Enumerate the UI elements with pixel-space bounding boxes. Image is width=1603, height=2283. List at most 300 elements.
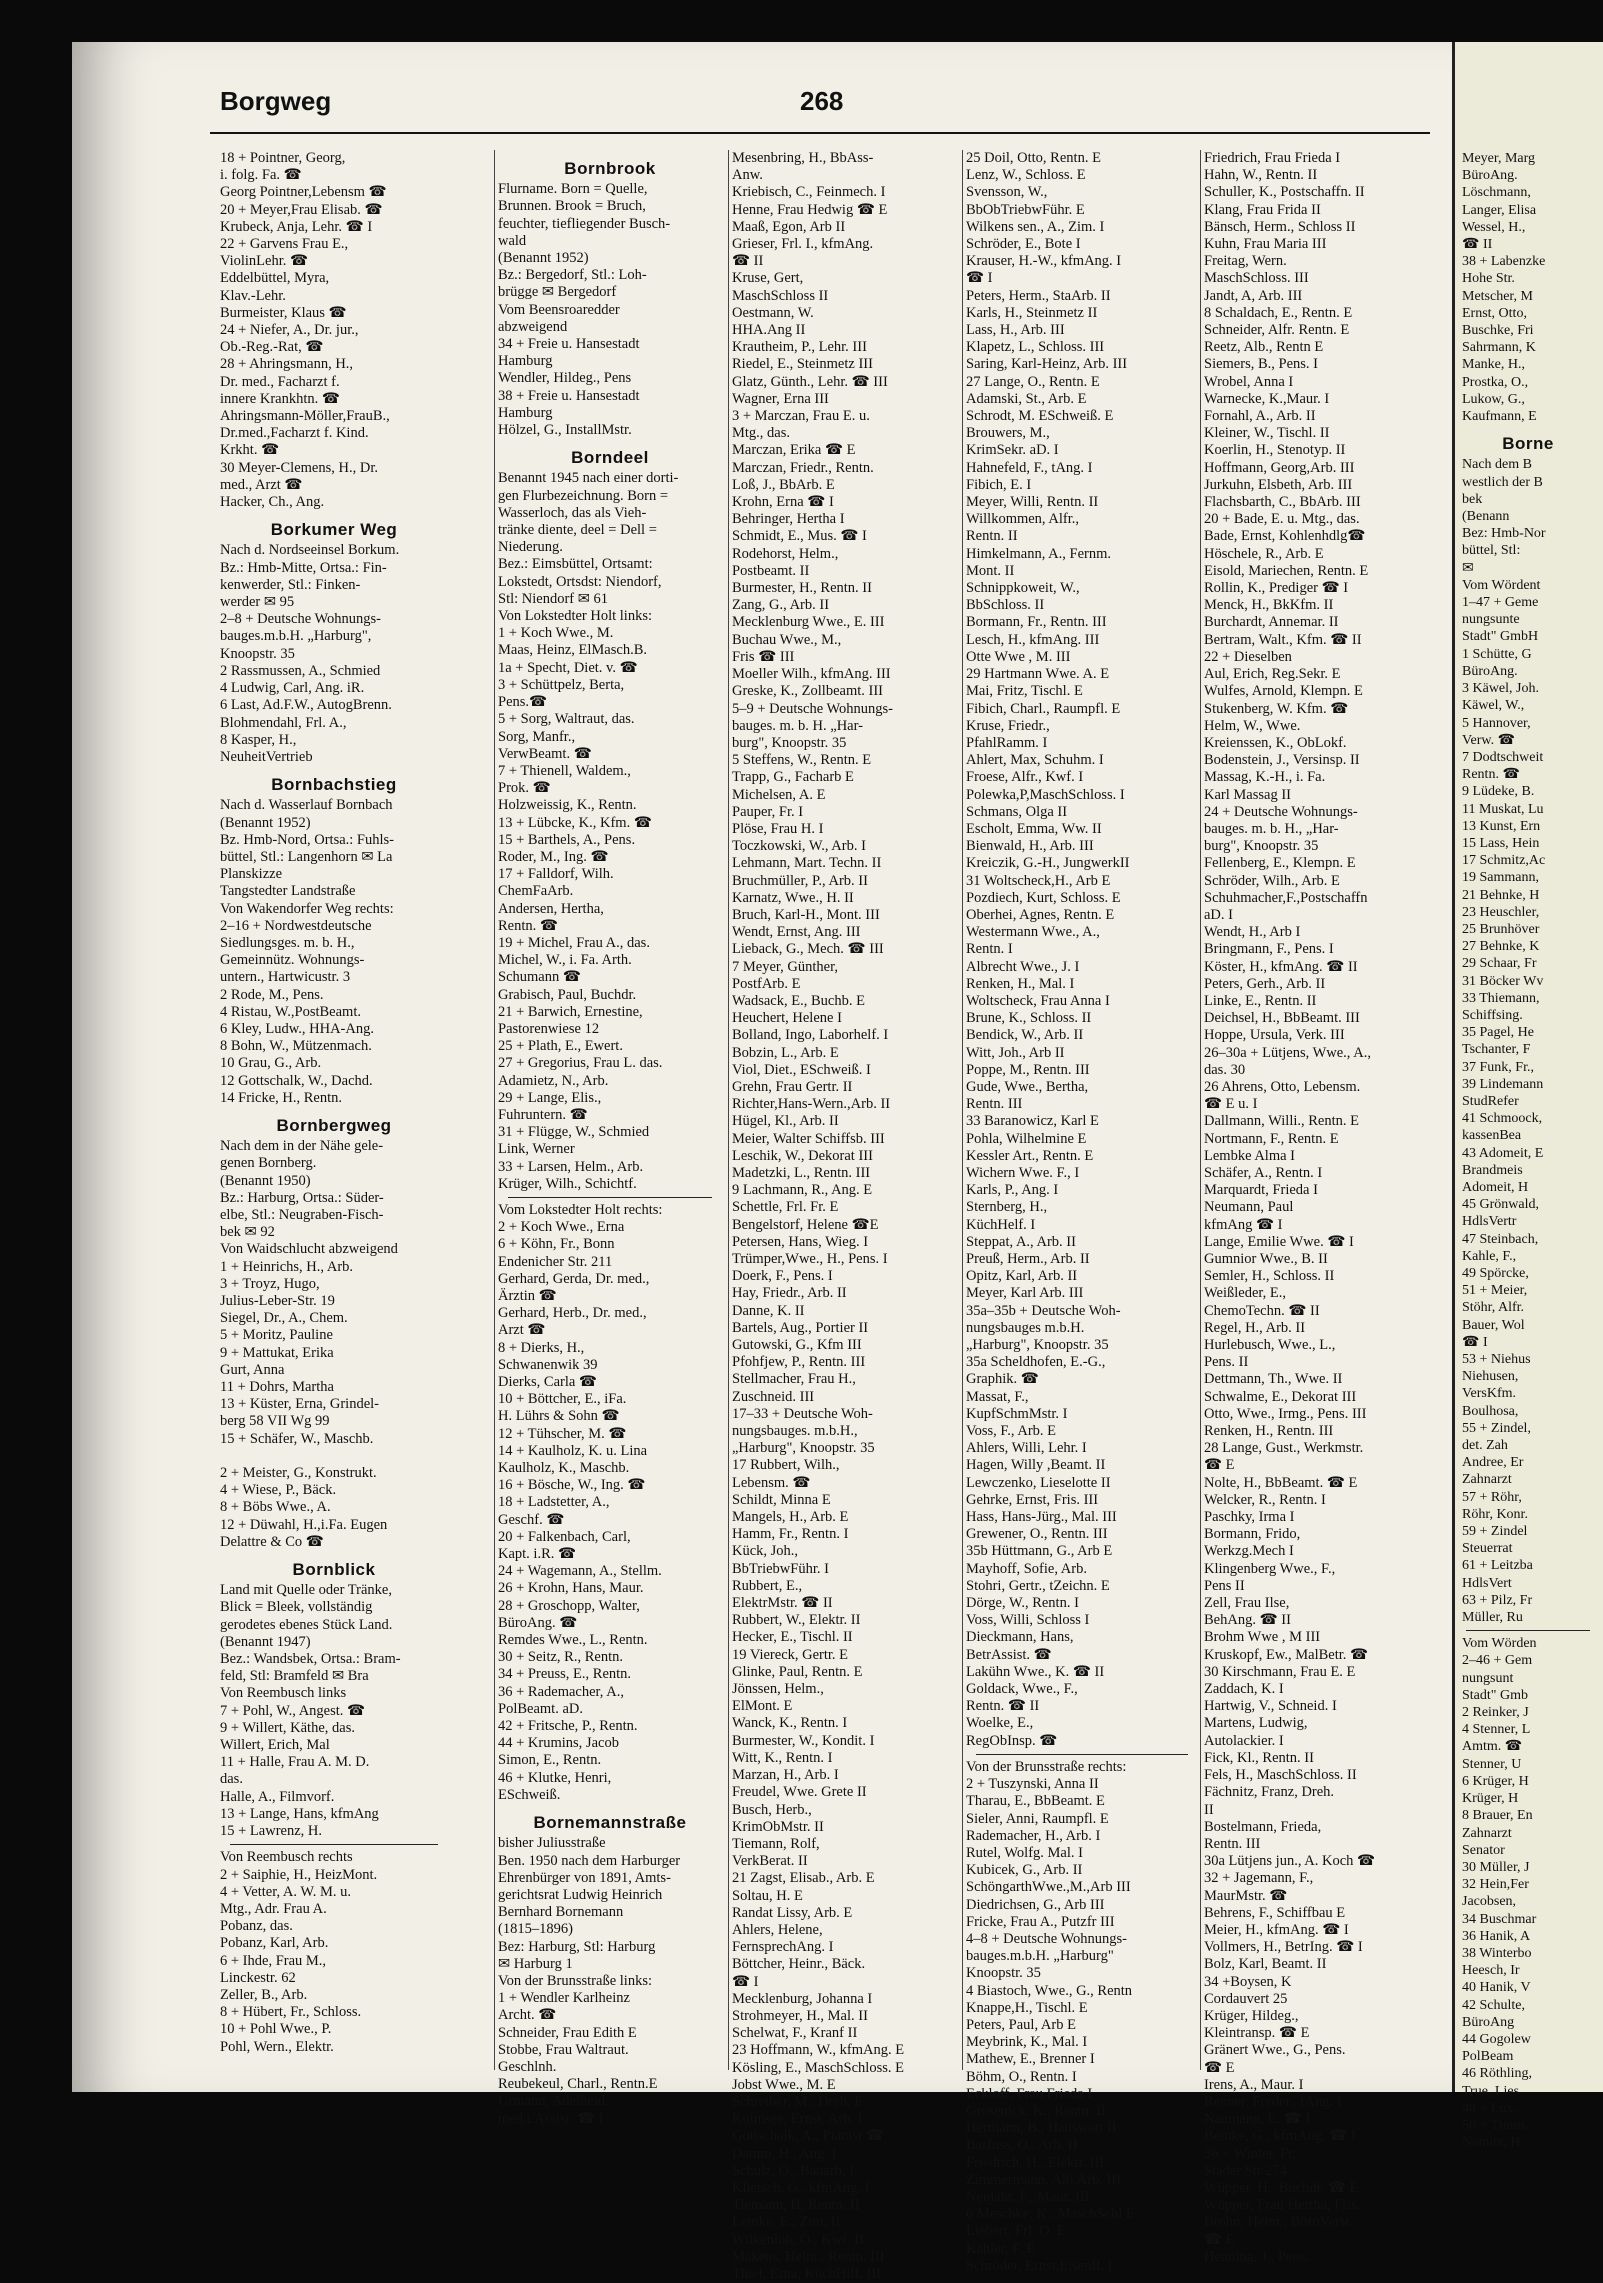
directory-entry-line: Remdes Wwe., L., Rentn. <box>498 1632 648 1649</box>
directory-entry-line: Bz.: Harburg, Ortsa.: Süder- <box>220 1189 384 1206</box>
directory-entry-line: 51 + Meier, <box>1462 1283 1528 1299</box>
directory-entry-line: Glatz, Günth., Lehr. ☎ III <box>732 373 888 390</box>
directory-entry-line: Kapt. i.R. ☎ <box>498 1546 577 1563</box>
directory-entry-line: Rutel, Wolfg. Mal. I <box>966 1844 1083 1861</box>
directory-entry-line: Kuhn, Frau Maria III <box>1204 236 1327 253</box>
directory-entry-line: Rentn. ☎ <box>498 917 558 934</box>
directory-entry-line: Rademacher, H., Arb. I <box>966 1827 1101 1844</box>
directory-entry-line: Behringer, Hertha I <box>732 511 845 528</box>
directory-entry-line: Kolmsee, Ernst, Arb. I <box>732 2111 863 2128</box>
column-divider <box>494 150 495 2070</box>
directory-entry-line: ChemoTechn. ☎ II <box>1204 1302 1320 1319</box>
directory-entry-line: 42 Schulte, <box>1462 1997 1525 2013</box>
directory-entry-line: Rollin, K., Prediger ☎ I <box>1204 580 1349 597</box>
directory-entry-line: Bartels, Aug., Portier II <box>732 1319 869 1336</box>
directory-entry-line: Sahrmann, K <box>1462 340 1536 356</box>
directory-entry-line: Stellmacher, Frau H., <box>732 1371 856 1388</box>
directory-entry-line: Eddelbüttel, Myra, <box>220 270 330 287</box>
directory-entry-line: Siedlungsges. m. b. H., <box>220 934 355 951</box>
directory-entry-line: Ernst, Otto, <box>1462 305 1527 321</box>
directory-entry-line: Meyer, Marg <box>1462 151 1536 166</box>
directory-entry-line: Damm, H., Ang. I <box>732 2145 837 2162</box>
directory-entry-line: ElektrMstr. ☎ II <box>732 1595 833 1612</box>
directory-entry-line: Amtm. ☎ <box>1462 1739 1523 1755</box>
street-heading: Bornbachstieg <box>271 775 397 795</box>
directory-entry-line: 55 + Zindel, <box>1462 1420 1531 1436</box>
directory-entry-line: 8 + Dierks, H., <box>498 1339 585 1356</box>
directory-entry-line: Karls, H., Steinmetz II <box>966 304 1098 321</box>
directory-entry-line: 53 + Niehus <box>1462 1352 1531 1368</box>
directory-entry-line: Saring, Karl-Heinz, Arb. III <box>966 356 1128 373</box>
directory-entry-line: Leschik, W., Dekorat III <box>732 1147 873 1164</box>
directory-entry-line: Planskizze <box>220 866 283 883</box>
directory-entry-line: Hagen, Willy ,Beamt. II <box>966 1457 1106 1474</box>
directory-entry-line: 19 + Michel, Frau A., das. <box>498 934 650 951</box>
directory-entry-line: 25 Doil, Otto, Rentn. E <box>966 150 1101 166</box>
directory-entry-line: Freudel, Wwe. Grete II <box>732 1784 867 1801</box>
directory-entry-line: 6 + Köhn, Fr., Bonn <box>498 1236 615 1253</box>
directory-entry-line: Georg Pointner,Lebensm ☎ <box>220 184 387 201</box>
directory-entry-line: 11 Muskat, Lu <box>1462 801 1544 817</box>
directory-entry-line: Klietsch, G., kfmAng. I <box>732 2179 870 2196</box>
directory-entry-line: Holzweissig, K., Rentn. <box>498 797 637 814</box>
directory-entry-line: Richter,Hans-Wern.,Arb. II <box>732 1096 891 1113</box>
directory-entry-line: bauges.m.b.H. „Harburg" <box>966 1948 1114 1965</box>
directory-entry-line: Himkelmann, A., Fernm. <box>966 545 1111 562</box>
section-rule <box>1466 1630 1590 1631</box>
directory-entry-line: Aul, Erich, Reg.Sekr. E <box>1204 666 1341 683</box>
directory-entry-line: Nach d. Nordseeinsel Borkum. <box>220 542 400 559</box>
directory-entry-line: Kleiner, W., Tischl. II <box>1204 425 1330 442</box>
directory-entry-line: 30 + Seitz, R., Rentn. <box>498 1649 623 1666</box>
directory-entry-line: Schettle, Frl. Fr. E <box>732 1199 839 1216</box>
directory-entry-line: Wendt, Ernst, Ang. III <box>732 924 861 941</box>
directory-entry-line: Maas, Heinz, ElMasch.B. <box>498 642 647 659</box>
directory-entry-line: Hahn, W., Rentn. II <box>1204 167 1318 184</box>
directory-entry-line: Tschanter, F <box>1462 1042 1531 1058</box>
directory-entry-line: Neujahr, F., Maur. III <box>966 2188 1090 2205</box>
directory-entry-line: Bendick, W., Arb. II <box>966 1027 1084 1044</box>
directory-entry-line: 34 Buschmar <box>1462 1911 1537 1927</box>
directory-entry-line: Poppe, M., Rentn. III <box>966 1061 1090 1078</box>
directory-entry-line: 34 + Freie u. Hansestadt <box>498 336 640 353</box>
directory-entry-line: Moeller Wilh., kfmAng. III <box>732 666 891 683</box>
directory-entry-line: Heuchert, Helene I <box>732 1010 842 1027</box>
directory-entry-line: Dörge, W., Rentn. I <box>966 1595 1079 1612</box>
directory-entry-line: Archt. ☎ <box>498 2007 557 2024</box>
directory-entry-line: Pobanz, Karl, Arb. <box>220 1935 329 1952</box>
directory-entry-line: Neumann, Paul <box>1204 1199 1294 1216</box>
directory-entry-line: Klav.-Lehr. <box>220 287 286 304</box>
directory-entry-line: Wilkens sen., A., Zim. I <box>966 218 1105 235</box>
directory-entry-line: BüroAng <box>1462 2014 1515 2030</box>
directory-entry-line: 21 + Barwich, Ernestine, <box>498 1003 643 1020</box>
directory-entry-line: bisher Juliusstraße <box>498 1835 606 1852</box>
directory-entry-line: Ärztin ☎ <box>498 1288 557 1304</box>
directory-entry-line: Lehmann, Mart. Techn. II <box>732 855 882 872</box>
directory-entry-line: Knappe,H., Tischl. E <box>966 1999 1088 2016</box>
directory-entry-line: Schmans, Olga II <box>966 803 1068 820</box>
directory-entry-line: Pens. II <box>1204 1354 1249 1371</box>
directory-entry-line: 44 + Krumins, Jacob <box>498 1735 619 1752</box>
directory-entry-line: Stader Str 274 <box>1204 2162 1287 2179</box>
directory-entry-line: 21 Zagst, Elisab., Arb. E <box>732 1870 875 1887</box>
directory-entry-line: 23 Heuschler, <box>1462 904 1540 920</box>
directory-entry-line: 3 + Schüttpelz, Berta, <box>498 676 625 693</box>
directory-entry-line: NeuheitVertrieb <box>220 748 313 765</box>
directory-entry-line: ☎ E <box>1204 2059 1235 2076</box>
directory-entry-line: Bez: Harburg, Stl: Harburg <box>498 1938 656 1955</box>
directory-entry-line: PostfArb. E <box>732 975 801 992</box>
directory-entry-line: Schulz, O., Bauarb. I <box>732 2162 855 2179</box>
directory-entry-line: 48 + Lux, <box>1462 2100 1517 2116</box>
directory-entry-line: Boulhosa, <box>1462 1403 1519 1419</box>
directory-entry-line: feuchter, tiefliegender Busch- <box>498 215 671 232</box>
directory-entry-line: 7 + Pohl, W., Angest. ☎ <box>220 1702 366 1719</box>
directory-entry-line: Fricke, Frau A., Putzfr III <box>966 1913 1115 1930</box>
directory-entry-line: Riedel, E., Steinmetz III <box>732 356 873 373</box>
directory-entry-line: Flachsbarth, C., BbArb. III <box>1204 494 1361 511</box>
directory-entry-line: 40 Hanik, V <box>1462 1980 1531 1996</box>
directory-entry-line: Krüger, Wilh., Schichtf. <box>498 1175 637 1192</box>
directory-entry-line: Kleintransp. ☎ E <box>1204 2025 1310 2042</box>
directory-entry-line: 59 + Zindel <box>1462 1524 1528 1540</box>
directory-entry-line: Gude, Wwe., Bertha, <box>966 1078 1089 1095</box>
directory-entry-line: Deichsel, H., BbBeamt. III <box>1204 1010 1360 1027</box>
directory-entry-line: Cordauvert 25 <box>1204 1990 1288 2007</box>
directory-entry-line: Brohn, Heinr., BüroVerst. <box>1204 2214 1354 2231</box>
directory-entry-line: Henne, Frau Hedwig ☎ E <box>732 201 888 218</box>
directory-entry-line: Heesch, Ir <box>1462 1963 1520 1979</box>
directory-entry-line: Semler, H., Schloss. II <box>1204 1268 1335 1285</box>
directory-entry-line: 4 Biastoch, Wwe., G., Rentn <box>966 1982 1133 1999</box>
directory-entry-line: 2 + Meister, G., Konstrukt. <box>220 1465 377 1482</box>
directory-entry-line: Liebert, Frl. O. E <box>966 2223 1066 2240</box>
directory-entry-line: Ahlers, Helene, <box>732 1921 823 1938</box>
directory-entry-line: Warnecke, K.,Maur. I <box>1204 390 1330 407</box>
directory-entry-line: „Harburg", Knoopstr. 35 <box>966 1337 1109 1354</box>
directory-entry-line: Kahle, F., <box>1462 1248 1517 1264</box>
directory-entry-line: Bobzin, L., Arb. E <box>732 1044 839 1061</box>
directory-entry-line: 25 Brunhöver <box>1462 921 1540 937</box>
directory-entry-line: 36 Hanik, A <box>1462 1928 1531 1944</box>
directory-entry-line: 35b Hüttmann, G., Arb E <box>966 1543 1113 1560</box>
directory-entry-line: Böhm, O., Rentn. I <box>966 2068 1077 2085</box>
directory-entry-line: 2 + Saiphie, H., HeizMont. <box>220 1866 378 1883</box>
directory-entry-line: Renken, H., Rentn. III <box>1204 1423 1334 1440</box>
directory-entry-line: 13 + Lange, Hans, kfmAng <box>220 1805 379 1822</box>
directory-entry-line: 46 + Klutke, Henri, <box>498 1769 612 1786</box>
directory-entry-line: Tiemann, H, Rentn. II <box>732 2197 860 2214</box>
directory-entry-line: Burmester, W., Kondit. I <box>732 1732 875 1749</box>
directory-entry-line: 36 + Rademacher, A., <box>498 1683 624 1700</box>
street-heading: Borndeel <box>571 448 649 468</box>
directory-entry-line: Svensson, W., <box>966 184 1048 201</box>
directory-entry-line: 10 + Pohl Wwe., P. <box>220 2021 332 2038</box>
directory-entry-line: PolBeam <box>1462 2049 1514 2065</box>
directory-entry-line: ✉ <box>1462 560 1474 576</box>
directory-entry-line: Hahnefeld, F., tAng. I <box>966 459 1093 476</box>
directory-entry-line: Kruse, Gert, <box>732 270 804 287</box>
directory-entry-line: Petersen, Hans, Wieg. I <box>732 1233 869 1250</box>
directory-entry-line: Marquardt, Frieda I <box>1204 1182 1318 1199</box>
directory-entry-line: MaurMstr. ☎ <box>1204 1887 1288 1904</box>
directory-entry-line: Nemitz, H <box>1462 2135 1521 2151</box>
directory-entry-line: Schröder, Ernst,Eisenfl. I <box>966 2257 1113 2274</box>
directory-entry-line: gerodetes ebenes Stück Land. <box>220 1616 393 1633</box>
directory-entry-line: 6 Kley, Ludw., HHA-Ang. <box>220 1020 374 1037</box>
directory-entry-line: Metscher, M <box>1462 288 1533 304</box>
section-rule <box>508 1197 712 1198</box>
directory-entry-line: Krüger, Hildeg., <box>1204 2007 1299 2024</box>
directory-entry-line: 12 + Düwahl, H.,i.Fa. Eugen <box>220 1516 388 1533</box>
directory-column-5 <box>1204 150 1444 2265</box>
directory-entry-line: Hartwig, V., Schneid. I <box>1204 1698 1337 1715</box>
directory-entry-line: Schuhmacher,F.,Postschaffn <box>1204 889 1368 906</box>
directory-entry-line: (1815–1896) <box>498 1921 573 1938</box>
directory-column-4 <box>966 150 1198 2274</box>
directory-entry-line: med., Arzt ☎ <box>220 476 303 493</box>
directory-entry-line: Knoopstr. 35 <box>220 645 295 662</box>
directory-entry-line: Brouwers, M., <box>966 425 1050 442</box>
directory-entry-line: 4–8 + Deutsche Wohnungs- <box>966 1930 1127 1947</box>
directory-entry-line: Zeller, B., Arb. <box>220 1986 308 2003</box>
directory-entry-line: innere Krankhtn. ☎ <box>220 390 340 407</box>
directory-entry-line: Dieckmann, Hans, <box>966 1629 1074 1646</box>
directory-entry-line: Madetzki, L., Rentn. III <box>732 1164 871 1181</box>
page-number: 268 <box>800 86 844 116</box>
directory-entry-line: Mangels, H., Arb. E <box>732 1509 849 1526</box>
directory-entry-line: Dallmann, Willi., Rentn. E <box>1204 1113 1360 1130</box>
directory-entry-line: PfahlRamm. I <box>966 734 1048 751</box>
directory-entry-line: 26 + Krohn, Hans, Maur. <box>498 1580 644 1597</box>
directory-entry-line: Witt, K., Rentn. I <box>732 1749 833 1766</box>
directory-entry-line: 19 Sammann, <box>1462 870 1539 886</box>
directory-entry-line: 3 Käwel, Joh. <box>1462 681 1539 697</box>
directory-entry-line: Wagner, Erna III <box>732 390 829 407</box>
directory-entry-line: Adamski, St., Arb. E <box>966 390 1087 407</box>
directory-entry-line: Dierks, Carla ☎ <box>498 1374 597 1391</box>
directory-entry-line: 38 Winterbo <box>1462 1945 1532 1961</box>
directory-entry-line: 8 + Hübert, Fr., Schloss. <box>220 2004 362 2021</box>
directory-entry-line: Bertram, Walt., Kfm. ☎ II <box>1204 631 1362 648</box>
directory-entry-line: Sternberg, H., <box>966 1199 1048 1216</box>
directory-entry-line: Polewka,P,MaschSchloss. I <box>966 786 1125 803</box>
directory-entry-line: ☎ II <box>732 253 764 270</box>
directory-entry-line: 8 Kasper, H., <box>220 731 297 748</box>
directory-entry-line: Friedrich, H., Elektr. III <box>966 2154 1105 2171</box>
directory-entry-line: Land mit Quelle oder Tränke, <box>220 1582 392 1599</box>
directory-entry-line: Rentn. ☎ <box>1462 767 1520 783</box>
directory-entry-line: 33 Thiemann, <box>1462 990 1540 1006</box>
directory-entry-line: det. Zah <box>1462 1438 1508 1454</box>
directory-entry-line: Kriebisch, C., Feinmech. I <box>732 184 886 201</box>
directory-entry-line: Burmeister, Klaus ☎ <box>220 304 347 321</box>
directory-entry-line: 29 + Lange, Elis., <box>498 1089 602 1106</box>
directory-entry-line: Langer, Elisa <box>1462 202 1537 218</box>
directory-entry-line: Karl Massag II <box>1204 786 1291 803</box>
directory-entry-line: 12 + Tühscher, M. ☎ <box>498 1425 627 1442</box>
directory-entry-line: Postbeamt. II <box>732 562 810 579</box>
directory-entry-line: Kreienssen, K., ObLokf. <box>1204 734 1347 751</box>
directory-entry-line: Von der Brunsstraße rechts: <box>966 1758 1127 1775</box>
directory-entry-line: 20 + Bade, E. u. Mtg., das. <box>1204 511 1360 528</box>
directory-entry-line: Stadt" Gmb <box>1462 1687 1528 1703</box>
directory-entry-line: Naumann, E. ☎ I <box>1204 2111 1311 2128</box>
directory-entry-line: Delattre & Co ☎ <box>220 1533 324 1550</box>
directory-entry-line: Lembke Alma I <box>1204 1147 1296 1164</box>
directory-entry-line: Von Reembusch rechts <box>220 1849 353 1866</box>
directory-entry-line: werder ✉ 95 <box>220 594 295 611</box>
directory-entry-line: büttel, Stl.: Langenhorn ✉ La <box>220 848 393 865</box>
directory-entry-line: 34 + Preuss, E., Rentn. <box>498 1666 632 1683</box>
directory-entry-line: Willkommen, Alfr., <box>966 511 1079 528</box>
directory-entry-line: 9 Lachmann, R., Ang. E <box>732 1182 873 1199</box>
directory-entry-line: 36 + Winter, Fr. <box>1204 2145 1296 2162</box>
directory-entry-line: (Benannt 1952) <box>498 250 589 267</box>
directory-entry-line: Lange, Emilie Wwe. ☎ I <box>1204 1233 1354 1250</box>
directory-entry-line: 2 Rode, M., Pens. <box>220 986 324 1003</box>
directory-entry-line: 29 Schaar, Fr <box>1462 956 1537 972</box>
directory-entry-line: Fels, H., MaschSchloss. II <box>1204 1767 1357 1784</box>
directory-entry-line: Jobst Wwe., M. E <box>732 2076 836 2093</box>
directory-entry-line: Bade, Ernst, Kohlenhdlg☎ <box>1204 528 1366 545</box>
directory-entry-line: Reetz, Alb., Rentn E <box>1204 339 1324 356</box>
directory-entry-line: Burchardt, Annemar. II <box>1204 614 1339 631</box>
directory-entry-line: 57 + Röhr, <box>1462 1489 1522 1505</box>
directory-entry-line: Bostelmann, Frieda, <box>1204 1818 1322 1835</box>
facing-page-column <box>1456 150 1600 2151</box>
directory-entry-line: (Benannt 1947) <box>220 1633 311 1650</box>
directory-entry-line: Halle, A., Filmvorf. <box>220 1788 335 1805</box>
directory-entry-line: Hacker, Ch., Ang. <box>220 494 325 511</box>
directory-entry-line: Mtg., Adr. Frau A. <box>220 1900 327 1917</box>
directory-entry-line: nungsbauges m.b.H. <box>966 1319 1085 1336</box>
directory-entry-line: 2 Rassmussen, A., Schmied <box>220 662 381 679</box>
directory-entry-line: Vom Lokstedter Holt rechts: <box>498 1201 663 1218</box>
directory-entry-line: Mont. II <box>966 562 1015 579</box>
running-head-street: Borgweg <box>220 86 332 116</box>
directory-entry-line: Krüger, H <box>1462 1791 1519 1807</box>
directory-entry-line: II <box>1204 1801 1214 1818</box>
column-divider <box>962 150 963 2070</box>
directory-entry-line: BüroAng. ☎ <box>498 1614 578 1631</box>
directory-entry-line: 18 + Pointner, Georg, <box>220 150 346 166</box>
directory-entry-line: Siegel, Dr., A., Chem. <box>220 1310 348 1327</box>
directory-entry-line: 4 Ludwig, Carl, Ang. iR. <box>220 680 365 697</box>
directory-entry-line: 32 + Jagemann, F., <box>1204 1870 1314 1887</box>
directory-entry-line: Julius-Leber-Str. 19 <box>220 1293 335 1309</box>
directory-entry-line: Gumnior Wwe., B. II <box>1204 1251 1328 1267</box>
directory-entry-line: Hölzel, G., InstallMstr. <box>498 422 632 439</box>
directory-entry-line: 6 Krüger, H <box>1462 1773 1529 1789</box>
directory-entry-line: untern., Hartwicustr. 3 <box>220 969 351 986</box>
directory-entry-line: Loß, J., BbArb. E <box>732 476 835 493</box>
directory-entry-line: Opitz, Karl, Arb. II <box>966 1268 1078 1285</box>
directory-entry-line: Ob.-Reg.-Rat, ☎ <box>220 339 324 356</box>
directory-entry-line: Lebensm. ☎ <box>732 1474 811 1491</box>
directory-entry-line: 24 + Wagemann, A., Stellm. <box>498 1563 662 1580</box>
header-rule <box>210 132 1430 134</box>
directory-entry-line: Kähler, F. E <box>966 2240 1036 2257</box>
directory-entry-line: 45 Grönwald, <box>1462 1197 1539 1213</box>
street-heading: Borne <box>1502 434 1554 454</box>
directory-entry-line: das. 30 <box>1204 1061 1246 1078</box>
directory-entry-line: 31 + Flügge, W., Schmied <box>498 1124 650 1141</box>
directory-column-3 <box>732 150 960 2282</box>
directory-entry-line: „Harburg", Knoopstr. 35 <box>732 1440 875 1457</box>
directory-entry-line: Roder, M., Ing. ☎ <box>498 848 609 865</box>
directory-entry-line: Escholt, Emma, Ww. II <box>966 820 1102 837</box>
directory-entry-line: Brohm Wwe , M III <box>1204 1629 1321 1646</box>
directory-entry-line: Mecklenburg Wwe., E. III <box>732 614 885 631</box>
street-heading: Bornblick <box>292 1560 376 1580</box>
directory-entry-line: 28 Lange, Gust., Werkmstr. <box>1204 1440 1364 1457</box>
directory-entry-line: Von Lokstedter Holt links: <box>498 608 652 625</box>
directory-entry-line: Nach d. Wasserlauf Bornbach <box>220 797 393 814</box>
directory-entry-line: Jandt, A, Arb. III <box>1204 287 1303 304</box>
directory-entry-line: Meybrink, K., Mal. I <box>966 2034 1088 2051</box>
directory-entry-line: Wendt, H., Arb I <box>1204 924 1301 941</box>
directory-entry-line: Stöhr, Alfr. <box>1462 1300 1525 1316</box>
directory-entry-line: burg", Knoopstr. 35 <box>732 734 847 751</box>
directory-entry-line: Fellenberg, E., Klempn. E <box>1204 855 1356 872</box>
directory-entry-line: Böttcher, Heinr., Bäck. <box>732 1956 866 1973</box>
directory-entry-line: Gränert Wwe., G., Pens. <box>1204 2042 1346 2059</box>
directory-entry-line: gen Flurbezeichnung. Born = <box>498 487 669 504</box>
directory-entry-line: 16 + Bösche, W., Ing. ☎ <box>498 1477 646 1494</box>
directory-entry-line: Pohl, Wern., Elektr. <box>220 2038 334 2055</box>
directory-entry-line: Kubicek, G., Arb. II <box>966 1862 1083 1879</box>
directory-entry-line: Meier, Walter Schiffsb. III <box>732 1130 885 1147</box>
directory-entry-line: Barfuss, O., Arb. II <box>966 2137 1078 2154</box>
directory-entry-line: Stl: Niendorf ✉ 61 <box>498 590 609 607</box>
directory-entry-line: Massat, F., <box>966 1388 1029 1405</box>
directory-entry-line: 35 Pagel, He <box>1462 1025 1534 1041</box>
directory-entry-line: Schildt, Minna E <box>732 1491 831 1508</box>
directory-entry-line: Kösling, E., MaschSchloss. E <box>732 2059 904 2076</box>
directory-entry-line: Bolz, Karl, Beamt. II <box>1204 1956 1327 1973</box>
directory-entry-line: Stobbe, Frau Waltraut. <box>498 2041 629 2058</box>
directory-entry-line: das. <box>220 1771 243 1788</box>
directory-entry-line: Maaß, Egon, Arb II <box>732 218 846 235</box>
directory-entry-line: ✉ Harburg 1 <box>498 1955 573 1972</box>
directory-entry-line: Wichern Wwe. F., I <box>966 1164 1080 1181</box>
directory-entry-line: Kaulholz, K., Maschb. <box>498 1460 630 1477</box>
directory-entry-line: 4 + Wiese, P., Bäck. <box>220 1482 337 1499</box>
directory-entry-line: nungsunte <box>1462 612 1520 628</box>
directory-entry-line: Benannt 1945 nach einer dorti- <box>498 470 679 487</box>
directory-entry-line: Fick, Kl., Rentn. II <box>1204 1749 1314 1766</box>
directory-entry-line: 4 Ristau, W.,PostBeamt. <box>220 1003 361 1020</box>
directory-entry-line: Kreiczik, G.-H., JungwerkII <box>966 855 1130 872</box>
directory-entry-line: Kück, Joh., <box>732 1543 799 1560</box>
directory-entry-line: Jönssen, Helm., <box>732 1681 824 1698</box>
directory-entry-line: BüroAng. <box>1462 168 1518 184</box>
directory-entry-line: Danne, K. II <box>732 1302 805 1319</box>
directory-entry-line: Martens, Ludwig, <box>1204 1715 1308 1732</box>
directory-entry-line: Greske, K., Zollbeamt. III <box>732 683 883 700</box>
directory-entry-line: 5 + Sorg, Waltraut, das. <box>498 711 635 728</box>
directory-entry-line: Busch, Herb., <box>732 1801 812 1818</box>
directory-entry-line: Marzan, H., Arb. I <box>732 1767 839 1784</box>
directory-entry-line: MaschSchloss II <box>732 287 829 304</box>
directory-entry-line: Lokstedt, Ortsdst: Niendorf, <box>498 573 662 590</box>
directory-entry-line: 24 + Deutsche Wohnungs- <box>1204 803 1358 820</box>
directory-entry-line: Bienwald, H., Arb. III <box>966 838 1094 855</box>
directory-entry-line: Rentn. II <box>966 528 1018 545</box>
directory-entry-line: Bz.: Bergedorf, Stl.: Loh- <box>498 267 647 284</box>
